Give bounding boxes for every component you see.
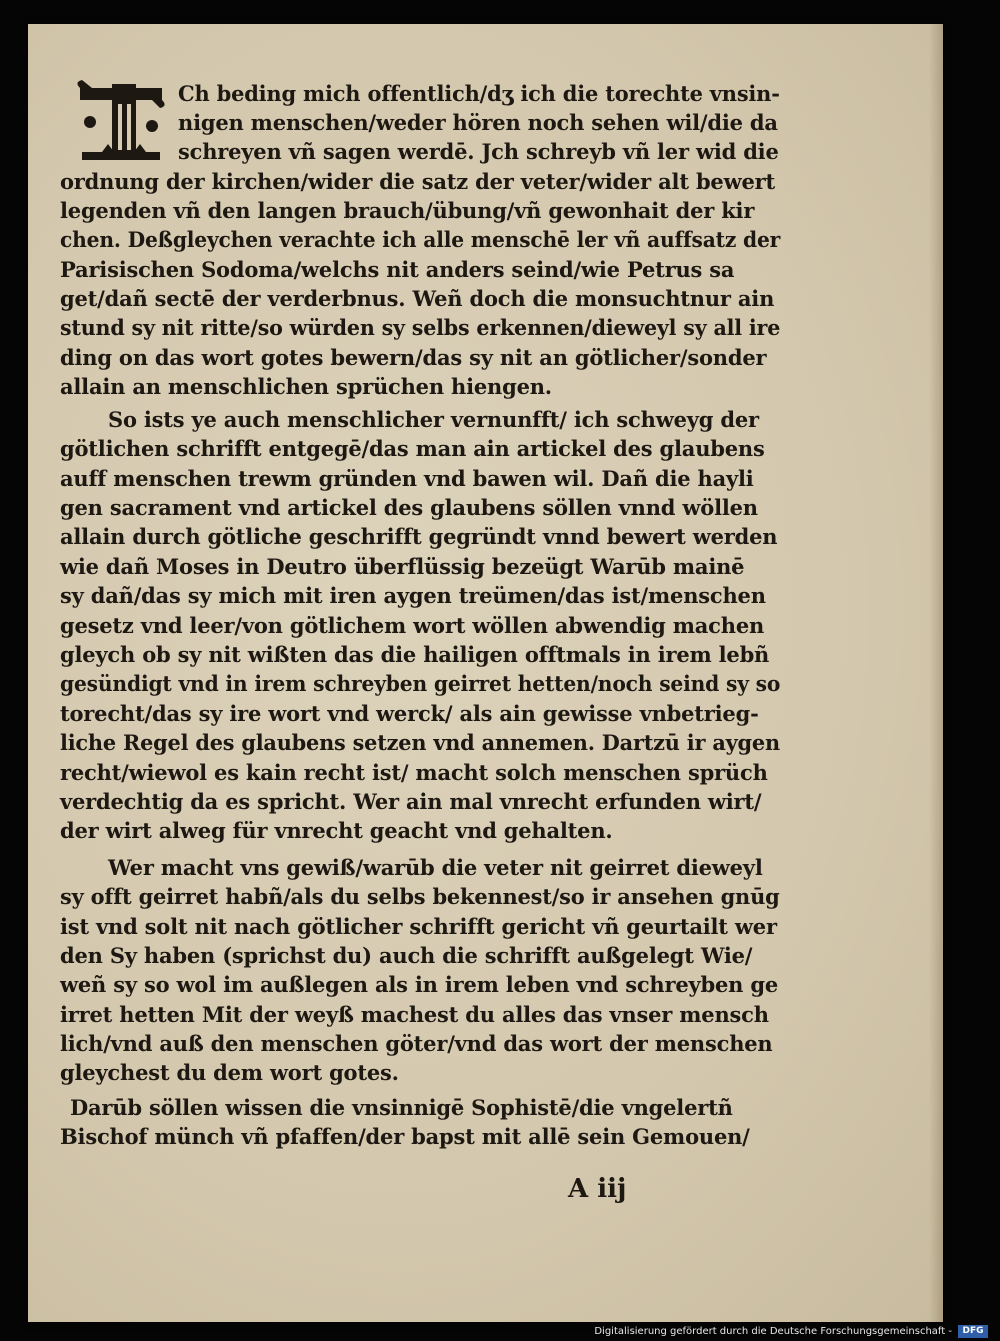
text-line: gesetz vnd leer/von götlichem wort wöllen abwendig machen [60,613,765,638]
text-line: So ists ye auch menschlicher vernunfft/ ich schweyg der [108,407,759,432]
text-line: wie dañ Moses in Deutro überflüssig bezeügt Warūb mainē [60,554,745,579]
text-line: irret hetten Mit der weyß machest du alles das vnser mensch [60,1002,769,1027]
text-line: weñ sy so wol im außlegen als in irem leben vnd schreyben ge [60,972,778,997]
text-line: ist vnd solt nit nach götlicher schrifft gericht vñ geurtailt wer [60,914,777,939]
text-line: torecht/das sy ire wort vnd werck/ als ain gewisse vnbetrieg- [60,701,759,726]
text-line: gen sacrament vnd artickel des glaubens söllen vnnd wöllen [60,495,758,520]
text-line: den Sy haben (sprichst du) auch die schrifft außgelegt Wie/ [60,943,753,968]
text-line: chen. Deßgleychen verachte ich alle menschē ler vñ auffsatz der [60,227,781,252]
text-line: lich/vnd auß den menschen göter/vnd das wort der menschen [60,1031,773,1056]
text-line: gleych ob sy nit wißten das die hailigen offtmals in irem lebñ [60,642,770,667]
text-line: Ch beding mich offentlich/dʒ ich die torechte vnsin- [178,81,780,106]
text-line: Bischof münch vñ pfaffen/der bapst mit allē sein Gemouen/ [60,1124,750,1149]
text-line: sy offt geirret habñ/als du selbs bekennest/so ir ansehen gnūg [60,884,780,909]
text-line: schreyen vñ sagen werdē. Jch schreyb vñ ler wid die [178,139,779,164]
text-line: der wirt alweg für vnrecht geacht vnd gehalten. [60,818,613,843]
text-line: sy dañ/das sy mich mit iren aygen treümen/das ist/menschen [60,583,766,608]
dfg-logo: DFG [958,1325,988,1338]
text-line: recht/wiewol es kain recht ist/ macht solch menschen sprüch [60,760,768,785]
decorated-initial-letter [72,78,168,164]
text-line: ding on das wort gotes bewern/das sy nit an götlicher/sonder [60,345,767,370]
text-line: allain durch götliche geschrifft gegründt vnnd bewert werden [60,524,778,549]
page-edge-shadow [929,24,943,1322]
text-line: Darūb söllen wissen die vnsinnigē Sophistē/die vngelertñ [70,1095,733,1120]
text-line: auff menschen trewm gründen vnd bawen wil. Dañ die hayli [60,466,754,491]
book-page [28,24,943,1322]
text-line: verdechtig da es spricht. Wer ain mal vnrecht erfunden wirt/ [60,789,762,814]
text-line: nigen menschen/weder hören noch sehen wil/die da [178,110,778,135]
text-line: gesündigt vnd in irem schreyben geirret hetten/noch seind sy so [60,671,781,696]
text-line: Parisischen Sodoma/welchs nit anders seind/wie Petrus sa [60,257,735,282]
digitization-credit: Digitalisierung gefördert durch die Deutsche Forschungsgemeinschaft - [594,1326,952,1337]
text-line: ordnung der kirchen/wider die satz der veter/wider alt bewert [60,169,775,194]
text-line: götlichen schrifft entgegē/das man ain artickel des glaubens [60,436,765,461]
text-line: gleychest du dem wort gotes. [60,1060,399,1085]
text-line: allain an menschlichen sprüchen hiengen. [60,374,552,399]
text-line: stund sy nit ritte/so würden sy selbs erkennen/dieweyl sy all ire [60,315,781,340]
text-line: legenden vñ den langen brauch/übung/vñ gewonhait der kir [60,198,755,223]
text-line: liche Regel des glaubens setzen vnd annemen. Dartzū ir aygen [60,730,780,755]
text-line: Wer macht vns gewiß/warūb die veter nit geirret dieweyl [108,855,763,880]
page-signature-mark: A iij [568,1174,627,1204]
text-line: get/dañ sectē der verderbnus. Weñ doch die monsuchtnur ain [60,286,775,311]
